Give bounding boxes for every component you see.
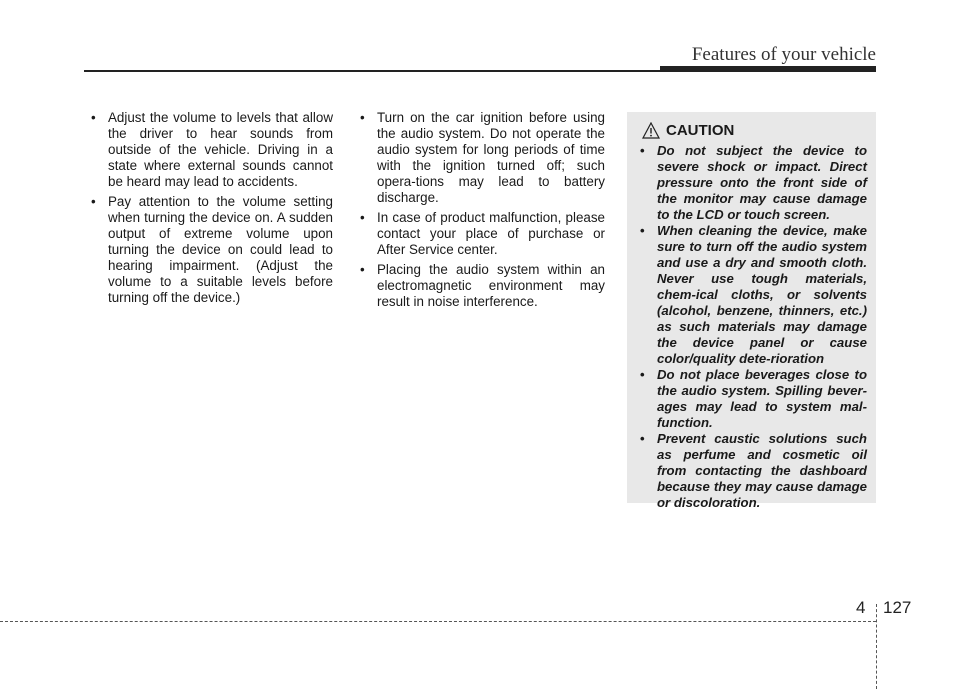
caution-box (627, 112, 876, 510)
bullet-icon: • (360, 262, 365, 277)
chapter-number: 4 (856, 598, 866, 617)
caution-header (642, 122, 867, 139)
bullet-icon: • (640, 431, 645, 446)
caution-title: CAUTION (666, 122, 735, 139)
footer-divider (876, 604, 877, 689)
list-item: • Adjust the volume to levels that allow the driver to hear sounds from outside of the vehicle. Driving in a state where external sounds cannot be heard may lead to accidents. (91, 110, 333, 189)
bullet-icon: • (640, 223, 645, 238)
bullet-list-left (88, 110, 333, 306)
footer-rule (0, 621, 876, 622)
bullet-icon: • (360, 210, 365, 225)
column-left (88, 110, 333, 310)
bullet-icon: • (91, 194, 96, 209)
warning-triangle-icon (642, 122, 660, 139)
page-number: 127 (883, 598, 912, 617)
bullet-icon: • (640, 143, 645, 158)
list-item: • Do not subject the device to severe shock or impact. Direct pressure onto the front side of the monitor may cause damage to the LCD or touch screen. (640, 143, 867, 222)
list-item: • Do not place beverages close to the audio system. Spilling bever-ages may lead to system mal-function. (640, 367, 867, 430)
bullet-icon: • (360, 110, 365, 125)
bullet-icon: • (640, 367, 645, 382)
bullet-icon: • (91, 110, 96, 125)
caution-list (639, 143, 867, 511)
list-item: • Pay attention to the volume setting when turning the device on. A sudden output of extreme volume upon turning the device on could lead to hearing impairment. (Adjust the volume to a suitable levels before turning off the device.) (91, 194, 333, 305)
list-item: • In case of product malfunction, please contact your place of purchase or After Service center. (360, 210, 605, 257)
bullet-list-middle (357, 110, 605, 310)
section-title: Features of your vehicle (691, 44, 876, 65)
column-middle (357, 110, 605, 314)
header-rule-accent (660, 66, 876, 72)
list-item: • Prevent caustic solutions such as perfume and cosmetic oil from contacting the dashboard because they may cause damage or discoloration. (640, 431, 867, 510)
list-item: • When cleaning the device, make sure to turn off the audio system and use a dry and smooth cloth. Never use tough materials, chem-ical cloths, or solvents (alcohol, benzene, thinners, etc.) as such materials may damage the device panel or cause color/quality dete-rioration (640, 223, 867, 366)
list-item: • Placing the audio system within an electromagnetic environment may result in noise interference. (360, 262, 605, 309)
list-item: • Turn on the car ignition before using the audio system. Do not operate the audio system for long periods of time with the ignition turned off; such opera-tions may lead to battery discharge. (360, 110, 605, 205)
